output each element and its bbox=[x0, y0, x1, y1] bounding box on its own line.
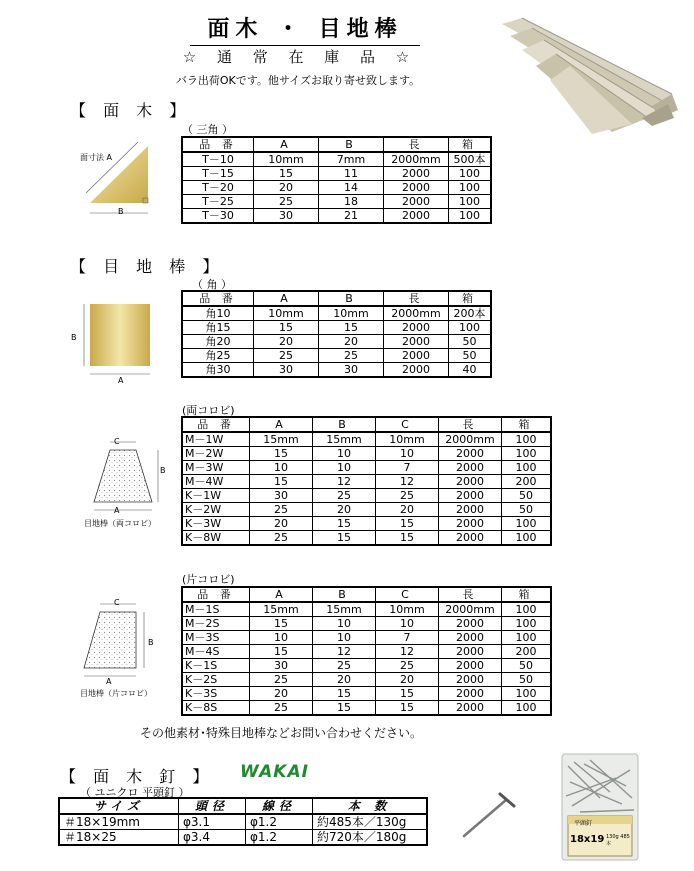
table-cell: 2000 bbox=[439, 673, 502, 687]
table-cell: 11 bbox=[319, 167, 384, 181]
table-header-row bbox=[182, 291, 491, 306]
table-cell: 15 bbox=[313, 517, 376, 531]
table-cell: 15 bbox=[250, 617, 313, 631]
column-header: B bbox=[313, 587, 376, 602]
table-cell: 10mm bbox=[319, 306, 384, 321]
kugi-table bbox=[58, 797, 428, 846]
table-cell: 2000 bbox=[439, 531, 502, 546]
table-cell: 2000 bbox=[439, 631, 502, 645]
table-row bbox=[182, 432, 551, 447]
ryou-diagram-caption: 目地棒（両コロビ） bbox=[84, 519, 156, 528]
wakai-logo: WAKAI bbox=[240, 762, 309, 782]
table-cell: 15mm bbox=[313, 602, 376, 617]
table-cell: 7 bbox=[376, 461, 439, 475]
table-row bbox=[182, 617, 551, 631]
column-header: 線径 bbox=[246, 798, 313, 814]
table-cell: 2000 bbox=[439, 447, 502, 461]
kata-korobi-table bbox=[181, 586, 552, 716]
mejibou-footnote: その他素材･特殊目地棒などお問い合わせください。 bbox=[140, 726, 423, 740]
table-cell: K－8W bbox=[182, 531, 250, 546]
column-header: 長 bbox=[439, 417, 502, 432]
table-cell: 50 bbox=[502, 673, 552, 687]
table-cell: 2000 bbox=[439, 517, 502, 531]
table-cell: T－30 bbox=[182, 209, 254, 224]
table-cell: 2000 bbox=[439, 659, 502, 673]
table-cell: K－1W bbox=[182, 489, 250, 503]
table-cell: 15 bbox=[250, 447, 313, 461]
table-cell: 50 bbox=[449, 349, 492, 363]
ryou-korobi-table bbox=[181, 416, 552, 546]
table-cell: K－3W bbox=[182, 517, 250, 531]
table-cell: 2000 bbox=[439, 503, 502, 517]
table-cell: 20 bbox=[313, 673, 376, 687]
table-cell: 15 bbox=[376, 517, 439, 531]
table-cell: 2000mm bbox=[384, 306, 449, 321]
table-cell: K－3S bbox=[182, 687, 250, 701]
page-title: 面木 ・ 目地棒 bbox=[190, 12, 420, 46]
table-row bbox=[182, 503, 551, 517]
table-cell: 25 bbox=[254, 195, 319, 209]
table-row bbox=[182, 209, 491, 224]
table-cell: 25 bbox=[250, 701, 313, 716]
table-header-row bbox=[182, 587, 551, 602]
table-cell: 10mm bbox=[376, 602, 439, 617]
table-cell: 15 bbox=[319, 321, 384, 335]
kugi-section-label: 【 面 木 釘 】 bbox=[60, 767, 215, 786]
table-cell: 20 bbox=[313, 503, 376, 517]
table-row bbox=[182, 687, 551, 701]
table-row bbox=[182, 335, 491, 349]
table-row bbox=[182, 701, 551, 716]
table-cell: M－4S bbox=[182, 645, 250, 659]
table-cell: 15 bbox=[250, 645, 313, 659]
kaku-table bbox=[181, 290, 492, 378]
column-header: 箱 bbox=[449, 291, 492, 306]
table-cell: 15 bbox=[313, 531, 376, 546]
table-row bbox=[182, 152, 491, 167]
table-cell: M－1W bbox=[182, 432, 250, 447]
table-cell: M－3W bbox=[182, 461, 250, 475]
table-cell: 2000 bbox=[384, 335, 449, 349]
table-cell: 25 bbox=[254, 349, 319, 363]
kaku-diagram bbox=[78, 298, 160, 380]
table-cell: 200 bbox=[502, 645, 552, 659]
table-row bbox=[182, 531, 551, 546]
mejibou-section-label: 【 目 地 棒 】 bbox=[70, 257, 225, 276]
table-cell: 角25 bbox=[182, 349, 254, 363]
table-cell: 50 bbox=[449, 335, 492, 349]
column-header: 長 bbox=[439, 587, 502, 602]
table-cell: 10mm bbox=[254, 152, 319, 167]
kata-shape-label: (片コロビ) bbox=[182, 573, 235, 586]
table-cell: 10mm bbox=[376, 432, 439, 447]
nail-icon bbox=[458, 790, 518, 842]
table-cell: 25 bbox=[250, 673, 313, 687]
table-cell: 30 bbox=[250, 659, 313, 673]
package-label-top: 平頭釘 bbox=[574, 820, 593, 827]
table-cell: T－25 bbox=[182, 195, 254, 209]
triangle-mengi-diagram bbox=[80, 138, 170, 223]
table-cell: 15 bbox=[376, 687, 439, 701]
table-cell: φ3.1 bbox=[179, 814, 246, 830]
table-cell: 10mm bbox=[254, 306, 319, 321]
table-cell: 15 bbox=[254, 167, 319, 181]
package-label-size: 18x19 bbox=[570, 834, 605, 845]
table-cell: 15 bbox=[254, 321, 319, 335]
table-row bbox=[182, 167, 491, 181]
mengi-diagram-b-label: B bbox=[118, 207, 124, 216]
table-cell: 15 bbox=[376, 531, 439, 546]
column-header: 品 番 bbox=[182, 417, 250, 432]
table-cell: T－10 bbox=[182, 152, 254, 167]
table-cell: 25 bbox=[250, 531, 313, 546]
table-cell: 18 bbox=[319, 195, 384, 209]
kata-diagram-a-label: A bbox=[106, 677, 112, 686]
table-cell: 10 bbox=[250, 461, 313, 475]
table-row bbox=[182, 631, 551, 645]
table-cell: 10 bbox=[250, 631, 313, 645]
table-cell: 30 bbox=[250, 489, 313, 503]
table-cell: 7mm bbox=[319, 152, 384, 167]
table-cell: 2000 bbox=[384, 209, 449, 224]
table-cell: 10 bbox=[313, 447, 376, 461]
table-cell: 2000 bbox=[384, 349, 449, 363]
table-cell: 15 bbox=[313, 687, 376, 701]
table-cell: M－1S bbox=[182, 602, 250, 617]
table-row bbox=[59, 830, 427, 846]
table-cell: 12 bbox=[313, 645, 376, 659]
table-row bbox=[182, 321, 491, 335]
column-header: 品 番 bbox=[182, 291, 254, 306]
table-cell: 14 bbox=[319, 181, 384, 195]
table-cell: 20 bbox=[376, 673, 439, 687]
table-cell: M－2W bbox=[182, 447, 250, 461]
table-cell: 20 bbox=[376, 503, 439, 517]
table-row bbox=[182, 447, 551, 461]
table-cell: 100 bbox=[502, 631, 552, 645]
column-header: B bbox=[313, 417, 376, 432]
table-cell: 500本 bbox=[449, 152, 492, 167]
table-cell: 50 bbox=[502, 503, 552, 517]
mengi-diagram-a-label: 面寸法 A bbox=[80, 153, 113, 162]
table-cell: 20 bbox=[250, 687, 313, 701]
column-header: 品 番 bbox=[182, 137, 254, 152]
column-header: 品 番 bbox=[182, 587, 250, 602]
kaku-shape-label: （ 角 ） bbox=[192, 278, 232, 291]
page-note: バラ出荷OKです。他サイズお取り寄せ致します。 bbox=[175, 74, 421, 87]
table-cell: 約720本／180g bbox=[313, 830, 428, 846]
table-cell: φ1.2 bbox=[246, 830, 313, 846]
table-cell: 50 bbox=[502, 659, 552, 673]
table-cell: K－2S bbox=[182, 673, 250, 687]
table-row bbox=[182, 349, 491, 363]
column-header: 箱 bbox=[502, 417, 552, 432]
table-row bbox=[182, 461, 551, 475]
table-cell: 10 bbox=[313, 617, 376, 631]
table-row bbox=[182, 475, 551, 489]
table-cell: 2000 bbox=[384, 167, 449, 181]
table-cell: 15 bbox=[376, 701, 439, 716]
table-cell: 2000 bbox=[439, 461, 502, 475]
table-cell: 2000 bbox=[384, 181, 449, 195]
table-header-row bbox=[59, 798, 427, 814]
table-cell: 2000 bbox=[384, 363, 449, 378]
table-cell: 40 bbox=[449, 363, 492, 378]
column-header: C bbox=[376, 417, 439, 432]
kata-diagram-b-label: B bbox=[148, 638, 154, 647]
column-header: A bbox=[250, 417, 313, 432]
table-cell: 100 bbox=[449, 321, 492, 335]
column-header: 本 数 bbox=[313, 798, 428, 814]
kata-korobi-diagram bbox=[78, 596, 170, 692]
table-cell: 50 bbox=[502, 489, 552, 503]
table-cell: 100 bbox=[502, 701, 552, 716]
table-cell: 2000 bbox=[439, 701, 502, 716]
column-header: 長 bbox=[384, 137, 449, 152]
table-cell: 200本 bbox=[449, 306, 492, 321]
table-cell: 100 bbox=[449, 181, 492, 195]
table-cell: 30 bbox=[254, 363, 319, 378]
table-cell: 2000 bbox=[439, 489, 502, 503]
table-cell: 角10 bbox=[182, 306, 254, 321]
table-cell: 2000 bbox=[439, 645, 502, 659]
table-cell: 25 bbox=[250, 503, 313, 517]
table-cell: 100 bbox=[449, 167, 492, 181]
table-cell: 25 bbox=[319, 349, 384, 363]
table-cell: 角15 bbox=[182, 321, 254, 335]
column-header: A bbox=[250, 587, 313, 602]
column-header: 箱 bbox=[502, 587, 552, 602]
table-row bbox=[182, 181, 491, 195]
table-cell: 10 bbox=[313, 631, 376, 645]
ryou-korobi-diagram bbox=[78, 434, 170, 526]
ryou-diagram-a-label: A bbox=[114, 506, 120, 515]
table-cell: 2000 bbox=[384, 195, 449, 209]
kata-diagram-c-label: C bbox=[114, 598, 120, 607]
table-row bbox=[182, 659, 551, 673]
table-cell: 角30 bbox=[182, 363, 254, 378]
table-cell: 20 bbox=[254, 181, 319, 195]
table-cell: 2000 bbox=[439, 617, 502, 631]
table-row bbox=[182, 195, 491, 209]
column-header: 箱 bbox=[449, 137, 492, 152]
table-cell: 100 bbox=[449, 209, 492, 224]
table-cell: 12 bbox=[376, 475, 439, 489]
table-cell: K－1S bbox=[182, 659, 250, 673]
table-row bbox=[182, 306, 491, 321]
column-header: 長 bbox=[384, 291, 449, 306]
column-header: サイズ bbox=[59, 798, 179, 814]
table-row bbox=[182, 517, 551, 531]
table-cell: 30 bbox=[254, 209, 319, 224]
kaku-diagram-b-label: B bbox=[71, 333, 77, 342]
table-cell: 10 bbox=[313, 461, 376, 475]
table-cell: 20 bbox=[319, 335, 384, 349]
table-cell: 20 bbox=[250, 517, 313, 531]
table-cell: 2000 bbox=[384, 321, 449, 335]
table-header-row bbox=[182, 137, 491, 152]
table-cell: 100 bbox=[502, 432, 552, 447]
table-cell: M－2S bbox=[182, 617, 250, 631]
column-header: 頭径 bbox=[179, 798, 246, 814]
table-cell: 角20 bbox=[182, 335, 254, 349]
table-cell: 12 bbox=[376, 645, 439, 659]
column-header: A bbox=[254, 137, 319, 152]
table-cell: 7 bbox=[376, 631, 439, 645]
table-cell: φ1.2 bbox=[246, 814, 313, 830]
table-cell: 2000mm bbox=[439, 432, 502, 447]
table-cell: 25 bbox=[376, 659, 439, 673]
wood-strips-photo bbox=[492, 14, 678, 134]
table-cell: K－2W bbox=[182, 503, 250, 517]
table-cell: 30 bbox=[319, 363, 384, 378]
ryou-diagram-b-label: B bbox=[160, 466, 166, 475]
table-row bbox=[59, 814, 427, 830]
mengi-section-label: 【 面 木 】 bbox=[70, 101, 192, 120]
column-header: A bbox=[254, 291, 319, 306]
table-cell: 100 bbox=[502, 517, 552, 531]
ryou-diagram-c-label: C bbox=[114, 437, 120, 446]
table-cell: M－3S bbox=[182, 631, 250, 645]
table-cell: 15 bbox=[250, 475, 313, 489]
kaku-diagram-a-label: A bbox=[118, 376, 124, 385]
table-cell: ＃18×25 bbox=[59, 830, 179, 846]
table-cell: ＃18×19mm bbox=[59, 814, 179, 830]
mengi-shape-label: （ 三角 ） bbox=[182, 123, 233, 136]
table-cell: T－15 bbox=[182, 167, 254, 181]
table-cell: 2000 bbox=[439, 475, 502, 489]
table-cell: 100 bbox=[502, 687, 552, 701]
table-row bbox=[182, 645, 551, 659]
table-cell: 15mm bbox=[250, 432, 313, 447]
table-cell: 100 bbox=[502, 447, 552, 461]
table-cell: 12 bbox=[313, 475, 376, 489]
mengi-table bbox=[181, 136, 492, 224]
page-subtitle: ☆ 通 常 在 庫 品 ☆ bbox=[182, 48, 418, 66]
column-header: B bbox=[319, 291, 384, 306]
table-cell: 100 bbox=[502, 461, 552, 475]
table-cell: 2000mm bbox=[384, 152, 449, 167]
table-cell: 25 bbox=[313, 659, 376, 673]
table-row bbox=[182, 363, 491, 378]
table-cell: M－4W bbox=[182, 475, 250, 489]
table-cell: 100 bbox=[502, 602, 552, 617]
table-cell: 100 bbox=[449, 195, 492, 209]
table-cell: 100 bbox=[502, 617, 552, 631]
kugi-sub-label: （ ユニクロ 平頭釘 ） bbox=[80, 786, 190, 799]
package-label-weight: 130g 485本 bbox=[606, 834, 630, 847]
table-cell: 15mm bbox=[250, 602, 313, 617]
table-cell: 15 bbox=[313, 701, 376, 716]
table-cell: 25 bbox=[376, 489, 439, 503]
table-cell: 15mm bbox=[313, 432, 376, 447]
table-cell: K－8S bbox=[182, 701, 250, 716]
table-cell: 100 bbox=[502, 531, 552, 546]
table-cell: 200 bbox=[502, 475, 552, 489]
kata-diagram-caption: 目地棒（片コロビ） bbox=[80, 689, 152, 698]
column-header: C bbox=[376, 587, 439, 602]
table-cell: T－20 bbox=[182, 181, 254, 195]
table-cell: 21 bbox=[319, 209, 384, 224]
table-cell: 2000mm bbox=[439, 602, 502, 617]
table-cell: 25 bbox=[313, 489, 376, 503]
table-cell: 2000 bbox=[439, 687, 502, 701]
table-cell: φ3.4 bbox=[179, 830, 246, 846]
table-row bbox=[182, 489, 551, 503]
table-cell: 10 bbox=[376, 617, 439, 631]
table-header-row bbox=[182, 417, 551, 432]
ryou-shape-label: (両コロビ) bbox=[182, 404, 235, 417]
table-cell: 10 bbox=[376, 447, 439, 461]
table-cell: 約485本／130g bbox=[313, 814, 428, 830]
table-row bbox=[182, 673, 551, 687]
column-header: B bbox=[319, 137, 384, 152]
table-cell: 20 bbox=[254, 335, 319, 349]
table-row bbox=[182, 602, 551, 617]
